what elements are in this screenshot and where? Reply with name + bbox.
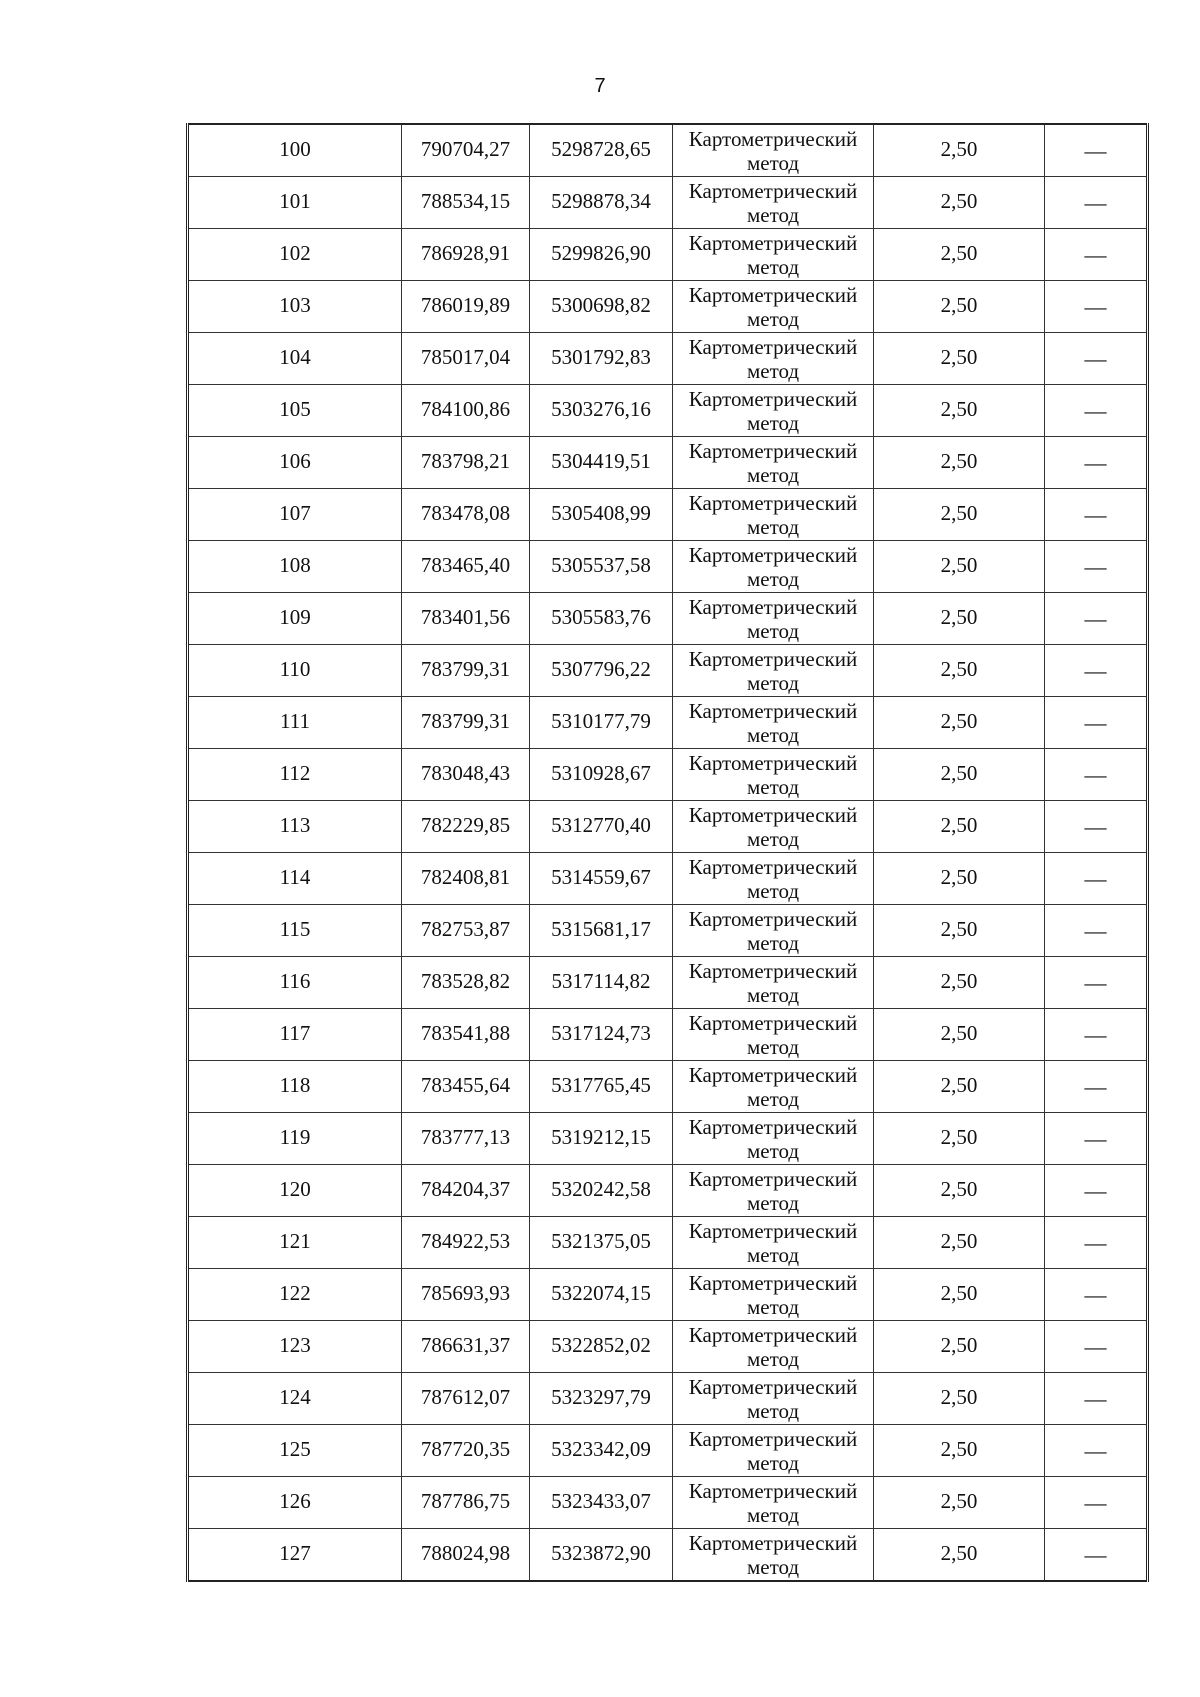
dash-cell: — bbox=[1045, 1477, 1148, 1529]
method-label-line1: Картометрический bbox=[688, 283, 858, 307]
dash-cell: — bbox=[1045, 1373, 1148, 1425]
y-coordinate-cell: 5305408,99 bbox=[530, 489, 673, 541]
table-row bbox=[188, 957, 1148, 1009]
point-number-cell: 115 bbox=[188, 905, 402, 957]
table-row bbox=[188, 1425, 1148, 1477]
dash-cell: — bbox=[1045, 177, 1148, 229]
method-cell bbox=[673, 1113, 874, 1165]
point-number-cell: 114 bbox=[188, 853, 402, 905]
y-coordinate-cell: 5310177,79 bbox=[530, 697, 673, 749]
accuracy-cell: 2,50 bbox=[874, 1373, 1045, 1425]
method-cell bbox=[673, 853, 874, 905]
y-coordinate-cell: 5319212,15 bbox=[530, 1113, 673, 1165]
dash-cell: — bbox=[1045, 124, 1148, 177]
point-number-cell: 121 bbox=[188, 1217, 402, 1269]
method-label-line1: Картометрический bbox=[688, 855, 858, 879]
x-coordinate-cell: 790704,27 bbox=[402, 124, 530, 177]
method-cell bbox=[673, 1477, 874, 1529]
y-coordinate-cell: 5317765,45 bbox=[530, 1061, 673, 1113]
method-label-line1: Картометрический bbox=[688, 127, 858, 151]
method-cell bbox=[673, 1217, 874, 1269]
table-row bbox=[188, 333, 1148, 385]
point-number-cell: 112 bbox=[188, 749, 402, 801]
y-coordinate-cell: 5315681,17 bbox=[530, 905, 673, 957]
dash-cell: — bbox=[1045, 645, 1148, 697]
point-number-cell: 103 bbox=[188, 281, 402, 333]
y-coordinate-cell: 5323297,79 bbox=[530, 1373, 673, 1425]
x-coordinate-cell: 783401,56 bbox=[402, 593, 530, 645]
point-number-cell: 107 bbox=[188, 489, 402, 541]
point-number-cell: 117 bbox=[188, 1009, 402, 1061]
point-number-cell: 116 bbox=[188, 957, 402, 1009]
method-label-line1: Картометрический bbox=[688, 1479, 858, 1503]
x-coordinate-cell: 782229,85 bbox=[402, 801, 530, 853]
method-label-line2: метод bbox=[746, 723, 800, 747]
method-label-line1: Картометрический bbox=[688, 1115, 858, 1139]
method-label-line1: Картометрический bbox=[688, 439, 858, 463]
method-label-line2: метод bbox=[746, 1555, 800, 1579]
table-body bbox=[188, 124, 1148, 1581]
y-coordinate-cell: 5305583,76 bbox=[530, 593, 673, 645]
method-label-line1: Картометрический bbox=[688, 1219, 858, 1243]
method-label-line2: метод bbox=[746, 1139, 800, 1163]
accuracy-cell: 2,50 bbox=[874, 1061, 1045, 1113]
y-coordinate-cell: 5305537,58 bbox=[530, 541, 673, 593]
y-coordinate-cell: 5314559,67 bbox=[530, 853, 673, 905]
method-label-line2: метод bbox=[746, 1399, 800, 1423]
table-row bbox=[188, 124, 1148, 177]
accuracy-cell: 2,50 bbox=[874, 593, 1045, 645]
method-label-line2: метод bbox=[746, 203, 800, 227]
x-coordinate-cell: 788024,98 bbox=[402, 1529, 530, 1582]
method-label-line2: метод bbox=[746, 879, 800, 903]
method-cell bbox=[673, 1529, 874, 1582]
table-row bbox=[188, 1269, 1148, 1321]
y-coordinate-cell: 5300698,82 bbox=[530, 281, 673, 333]
method-cell bbox=[673, 957, 874, 1009]
method-label-line2: метод bbox=[746, 463, 800, 487]
accuracy-cell: 2,50 bbox=[874, 177, 1045, 229]
table-row bbox=[188, 1217, 1148, 1269]
accuracy-cell: 2,50 bbox=[874, 541, 1045, 593]
method-label-line2: метод bbox=[746, 931, 800, 955]
method-label-line1: Картометрический bbox=[688, 1427, 858, 1451]
point-number-cell: 111 bbox=[188, 697, 402, 749]
method-label-line1: Картометрический bbox=[688, 1375, 858, 1399]
accuracy-cell: 2,50 bbox=[874, 1425, 1045, 1477]
y-coordinate-cell: 5310928,67 bbox=[530, 749, 673, 801]
method-label-line1: Картометрический bbox=[688, 959, 858, 983]
table-row bbox=[188, 489, 1148, 541]
x-coordinate-cell: 783799,31 bbox=[402, 697, 530, 749]
x-coordinate-cell: 783799,31 bbox=[402, 645, 530, 697]
dash-cell: — bbox=[1045, 801, 1148, 853]
accuracy-cell: 2,50 bbox=[874, 385, 1045, 437]
accuracy-cell: 2,50 bbox=[874, 1009, 1045, 1061]
x-coordinate-cell: 786019,89 bbox=[402, 281, 530, 333]
x-coordinate-cell: 786631,37 bbox=[402, 1321, 530, 1373]
method-cell bbox=[673, 1373, 874, 1425]
x-coordinate-cell: 783541,88 bbox=[402, 1009, 530, 1061]
method-label-line2: метод bbox=[746, 411, 800, 435]
table-row bbox=[188, 281, 1148, 333]
accuracy-cell: 2,50 bbox=[874, 489, 1045, 541]
point-number-cell: 127 bbox=[188, 1529, 402, 1582]
method-label-line1: Картометрический bbox=[688, 1011, 858, 1035]
method-label-line2: метод bbox=[746, 1035, 800, 1059]
method-label-line1: Картометрический bbox=[688, 1063, 858, 1087]
method-cell bbox=[673, 333, 874, 385]
dash-cell: — bbox=[1045, 1529, 1148, 1582]
accuracy-cell: 2,50 bbox=[874, 1217, 1045, 1269]
method-cell bbox=[673, 749, 874, 801]
method-label-line2: метод bbox=[746, 827, 800, 851]
y-coordinate-cell: 5299826,90 bbox=[530, 229, 673, 281]
method-label-line2: метод bbox=[746, 1503, 800, 1527]
dash-cell: — bbox=[1045, 489, 1148, 541]
accuracy-cell: 2,50 bbox=[874, 697, 1045, 749]
table-row bbox=[188, 801, 1148, 853]
table-row bbox=[188, 1165, 1148, 1217]
accuracy-cell: 2,50 bbox=[874, 1529, 1045, 1582]
point-number-cell: 106 bbox=[188, 437, 402, 489]
dash-cell: — bbox=[1045, 1061, 1148, 1113]
dash-cell: — bbox=[1045, 593, 1148, 645]
point-number-cell: 124 bbox=[188, 1373, 402, 1425]
dash-cell: — bbox=[1045, 333, 1148, 385]
method-label-line2: метод bbox=[746, 671, 800, 695]
method-label-line2: метод bbox=[746, 567, 800, 591]
method-label-line1: Картометрический bbox=[688, 907, 858, 931]
x-coordinate-cell: 784922,53 bbox=[402, 1217, 530, 1269]
method-cell bbox=[673, 1321, 874, 1373]
y-coordinate-cell: 5298878,34 bbox=[530, 177, 673, 229]
point-number-cell: 126 bbox=[188, 1477, 402, 1529]
dash-cell: — bbox=[1045, 905, 1148, 957]
method-label-line2: метод bbox=[746, 1191, 800, 1215]
dash-cell: — bbox=[1045, 385, 1148, 437]
point-number-cell: 102 bbox=[188, 229, 402, 281]
method-cell bbox=[673, 1165, 874, 1217]
method-label-line2: метод bbox=[746, 515, 800, 539]
table-row bbox=[188, 749, 1148, 801]
method-label-line2: метод bbox=[746, 307, 800, 331]
y-coordinate-cell: 5304419,51 bbox=[530, 437, 673, 489]
table-row bbox=[188, 541, 1148, 593]
y-coordinate-cell: 5323872,90 bbox=[530, 1529, 673, 1582]
x-coordinate-cell: 783455,64 bbox=[402, 1061, 530, 1113]
x-coordinate-cell: 782408,81 bbox=[402, 853, 530, 905]
method-label-line2: метод bbox=[746, 1295, 800, 1319]
dash-cell: — bbox=[1045, 281, 1148, 333]
accuracy-cell: 2,50 bbox=[874, 957, 1045, 1009]
point-number-cell: 108 bbox=[188, 541, 402, 593]
x-coordinate-cell: 784100,86 bbox=[402, 385, 530, 437]
x-coordinate-cell: 783465,40 bbox=[402, 541, 530, 593]
dash-cell: — bbox=[1045, 1165, 1148, 1217]
x-coordinate-cell: 782753,87 bbox=[402, 905, 530, 957]
method-cell bbox=[673, 281, 874, 333]
x-coordinate-cell: 787720,35 bbox=[402, 1425, 530, 1477]
x-coordinate-cell: 787786,75 bbox=[402, 1477, 530, 1529]
x-coordinate-cell: 783777,13 bbox=[402, 1113, 530, 1165]
method-label-line2: метод bbox=[746, 1243, 800, 1267]
method-cell bbox=[673, 177, 874, 229]
accuracy-cell: 2,50 bbox=[874, 853, 1045, 905]
point-number-cell: 118 bbox=[188, 1061, 402, 1113]
point-number-cell: 113 bbox=[188, 801, 402, 853]
table-row bbox=[188, 697, 1148, 749]
method-cell bbox=[673, 229, 874, 281]
table-row bbox=[188, 1321, 1148, 1373]
accuracy-cell: 2,50 bbox=[874, 1477, 1045, 1529]
x-coordinate-cell: 787612,07 bbox=[402, 1373, 530, 1425]
table-row bbox=[188, 593, 1148, 645]
dash-cell: — bbox=[1045, 1321, 1148, 1373]
method-cell bbox=[673, 1425, 874, 1477]
method-cell bbox=[673, 489, 874, 541]
method-label-line1: Картометрический bbox=[688, 1271, 858, 1295]
point-number-cell: 104 bbox=[188, 333, 402, 385]
accuracy-cell: 2,50 bbox=[874, 333, 1045, 385]
point-number-cell: 101 bbox=[188, 177, 402, 229]
method-label-line1: Картометрический bbox=[688, 491, 858, 515]
table-row bbox=[188, 1373, 1148, 1425]
y-coordinate-cell: 5323433,07 bbox=[530, 1477, 673, 1529]
dash-cell: — bbox=[1045, 541, 1148, 593]
method-label-line1: Картометрический bbox=[688, 179, 858, 203]
method-label-line2: метод bbox=[746, 151, 800, 175]
method-label-line2: метод bbox=[746, 983, 800, 1007]
accuracy-cell: 2,50 bbox=[874, 229, 1045, 281]
y-coordinate-cell: 5321375,05 bbox=[530, 1217, 673, 1269]
point-number-cell: 109 bbox=[188, 593, 402, 645]
dash-cell: — bbox=[1045, 1425, 1148, 1477]
y-coordinate-cell: 5323342,09 bbox=[530, 1425, 673, 1477]
accuracy-cell: 2,50 bbox=[874, 801, 1045, 853]
method-cell bbox=[673, 385, 874, 437]
point-number-cell: 119 bbox=[188, 1113, 402, 1165]
method-cell bbox=[673, 645, 874, 697]
dash-cell: — bbox=[1045, 1269, 1148, 1321]
method-cell bbox=[673, 905, 874, 957]
y-coordinate-cell: 5307796,22 bbox=[530, 645, 673, 697]
y-coordinate-cell: 5322074,15 bbox=[530, 1269, 673, 1321]
accuracy-cell: 2,50 bbox=[874, 281, 1045, 333]
method-label-line2: метод bbox=[746, 619, 800, 643]
y-coordinate-cell: 5301792,83 bbox=[530, 333, 673, 385]
x-coordinate-cell: 788534,15 bbox=[402, 177, 530, 229]
y-coordinate-cell: 5303276,16 bbox=[530, 385, 673, 437]
method-cell bbox=[673, 541, 874, 593]
x-coordinate-cell: 785693,93 bbox=[402, 1269, 530, 1321]
point-number-cell: 110 bbox=[188, 645, 402, 697]
method-cell bbox=[673, 1061, 874, 1113]
method-label-line1: Картометрический bbox=[688, 595, 858, 619]
table-row bbox=[188, 1529, 1148, 1582]
accuracy-cell: 2,50 bbox=[874, 645, 1045, 697]
method-label-line1: Картометрический bbox=[688, 543, 858, 567]
method-label-line2: метод bbox=[746, 775, 800, 799]
table-row bbox=[188, 229, 1148, 281]
method-label-line2: метод bbox=[746, 1087, 800, 1111]
table-row bbox=[188, 437, 1148, 489]
accuracy-cell: 2,50 bbox=[874, 1269, 1045, 1321]
accuracy-cell: 2,50 bbox=[874, 124, 1045, 177]
method-label-line1: Картометрический bbox=[688, 647, 858, 671]
method-label-line1: Картометрический bbox=[688, 1323, 858, 1347]
point-number-cell: 122 bbox=[188, 1269, 402, 1321]
x-coordinate-cell: 785017,04 bbox=[402, 333, 530, 385]
dash-cell: — bbox=[1045, 437, 1148, 489]
dash-cell: — bbox=[1045, 853, 1148, 905]
method-label-line2: метод bbox=[746, 1347, 800, 1371]
accuracy-cell: 2,50 bbox=[874, 905, 1045, 957]
table-row bbox=[188, 853, 1148, 905]
y-coordinate-cell: 5322852,02 bbox=[530, 1321, 673, 1373]
point-number-cell: 120 bbox=[188, 1165, 402, 1217]
table-row bbox=[188, 1009, 1148, 1061]
point-number-cell: 125 bbox=[188, 1425, 402, 1477]
dash-cell: — bbox=[1045, 957, 1148, 1009]
dash-cell: — bbox=[1045, 697, 1148, 749]
y-coordinate-cell: 5317124,73 bbox=[530, 1009, 673, 1061]
method-cell bbox=[673, 697, 874, 749]
method-label-line1: Картометрический bbox=[688, 1167, 858, 1191]
method-label-line2: метод bbox=[746, 255, 800, 279]
method-label-line1: Картометрический bbox=[688, 335, 858, 359]
dash-cell: — bbox=[1045, 1113, 1148, 1165]
dash-cell: — bbox=[1045, 1217, 1148, 1269]
method-label-line1: Картометрический bbox=[688, 699, 858, 723]
method-cell bbox=[673, 593, 874, 645]
x-coordinate-cell: 786928,91 bbox=[402, 229, 530, 281]
y-coordinate-cell: 5298728,65 bbox=[530, 124, 673, 177]
table-row bbox=[188, 1477, 1148, 1529]
x-coordinate-cell: 783048,43 bbox=[402, 749, 530, 801]
x-coordinate-cell: 783798,21 bbox=[402, 437, 530, 489]
method-label-line1: Картометрический bbox=[688, 803, 858, 827]
x-coordinate-cell: 783528,82 bbox=[402, 957, 530, 1009]
method-cell bbox=[673, 437, 874, 489]
table-row bbox=[188, 385, 1148, 437]
table-row bbox=[188, 905, 1148, 957]
accuracy-cell: 2,50 bbox=[874, 749, 1045, 801]
method-cell bbox=[673, 1269, 874, 1321]
accuracy-cell: 2,50 bbox=[874, 1321, 1045, 1373]
dash-cell: — bbox=[1045, 229, 1148, 281]
table-row bbox=[188, 645, 1148, 697]
method-label-line2: метод bbox=[746, 359, 800, 383]
method-cell bbox=[673, 801, 874, 853]
dash-cell: — bbox=[1045, 749, 1148, 801]
method-label-line1: Картометрический bbox=[688, 1531, 858, 1555]
table-row bbox=[188, 1113, 1148, 1165]
method-cell bbox=[673, 1009, 874, 1061]
accuracy-cell: 2,50 bbox=[874, 437, 1045, 489]
y-coordinate-cell: 5317114,82 bbox=[530, 957, 673, 1009]
x-coordinate-cell: 783478,08 bbox=[402, 489, 530, 541]
point-number-cell: 100 bbox=[188, 124, 402, 177]
dash-cell: — bbox=[1045, 1009, 1148, 1061]
method-label-line2: метод bbox=[746, 1451, 800, 1475]
method-label-line1: Картометрический bbox=[688, 387, 858, 411]
method-label-line1: Картометрический bbox=[688, 231, 858, 255]
y-coordinate-cell: 5320242,58 bbox=[530, 1165, 673, 1217]
y-coordinate-cell: 5312770,40 bbox=[530, 801, 673, 853]
accuracy-cell: 2,50 bbox=[874, 1165, 1045, 1217]
page-number: 7 bbox=[594, 75, 606, 97]
point-number-cell: 105 bbox=[188, 385, 402, 437]
accuracy-cell: 2,50 bbox=[874, 1113, 1045, 1165]
table-row bbox=[188, 177, 1148, 229]
coordinates-table bbox=[186, 123, 1149, 1582]
x-coordinate-cell: 784204,37 bbox=[402, 1165, 530, 1217]
method-label-line1: Картометрический bbox=[688, 751, 858, 775]
table-row bbox=[188, 1061, 1148, 1113]
method-cell bbox=[673, 124, 874, 177]
point-number-cell: 123 bbox=[188, 1321, 402, 1373]
